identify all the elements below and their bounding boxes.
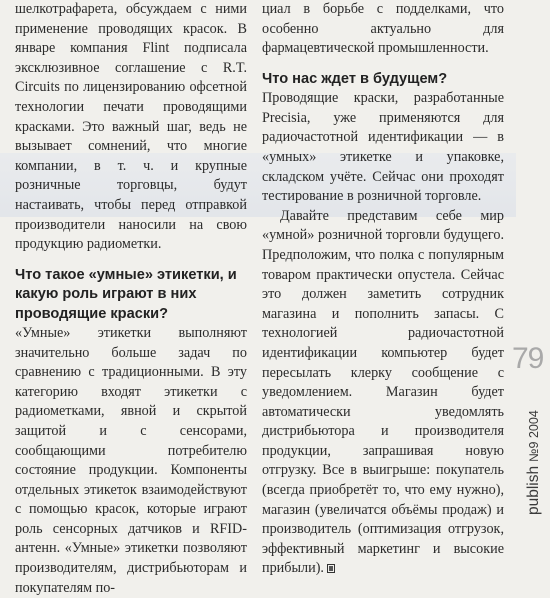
magazine-sidebar [524,395,544,515]
left-column [15,0,247,598]
paragraph: Проводящие краски, разработанные Precisia, уже применяются для радиочастотной идентификации — в «умных» этикетке и упаковке, складском учёте. Сейчас они проходят тестирование в розничной торговле. [262,90,504,205]
magazine-name: publish [525,465,542,515]
paragraph: шелкотрафарета, обсуждаем с ними применение проводящих красок. В январе компания Flint подписала эксклюзивное соглашение с R.T. Circuits по лицензированию офсетной технологии печати проводящими красками. Это важный шаг, ведь не вызывает сомнений, что многие компании, в т. ч. и крупные розничные торговцы, будут настаивать, чтобы перед отправкой производители наносили на свою продукцию радиометки. [15,1,247,253]
right-column [262,0,504,579]
paragraph-text: Давайте представим себе мир «умной» розничной торговли будущего. Предположим, что полка с популярным товаром практически опустела. Сейчас это должен заметить сотрудник магазина и пополнить запасы. С технологией радиочастотной идентификации компьютер будет пересылать клерку сообщение с уведомлением. Магазин будет автоматически уведомлять дистрибьютора и производителя продукции, запрашивая новую отгрузку. Все в выигрыше: покупатель (всегда приобретёт то, что ему нужно), магазин (увеличатся объёмы продаж) и производитель (оптимизация отгрузок, эффективный маркетинг и высокие прибыли). [262,207,504,577]
end-of-article-mark-icon [327,564,335,573]
page-number: 79 [512,342,544,375]
issue-number: №9 2004 [527,410,541,462]
paragraph [262,207,504,579]
section-heading: Что такое «умные» этикетки, и какую роль играют в них проводящие краски? [15,266,237,322]
paragraph: «Умные» этикетки выполняют значительно больше задач по сравнению с традиционными. В эту категорию входят этикетки с радиометками, явной и скрытой защитой и с сенсорами, сообщающими потребителю состояние продукции. Компоненты отдельных этикеток взаимодействуют с помощью красок, которые играют роль сенсорных датчиков и RFID-антенн. «Умные» этикетки позволяют производителям, дистрибьюторам и покупателям по- [15,324,247,596]
section-heading: Что нас ждет в будущем? [262,70,448,87]
magazine-issue-label [524,410,544,515]
paragraph: циал в борьбе с подделками, что особенно актуально для фармацевтической промышленности. [262,1,504,57]
